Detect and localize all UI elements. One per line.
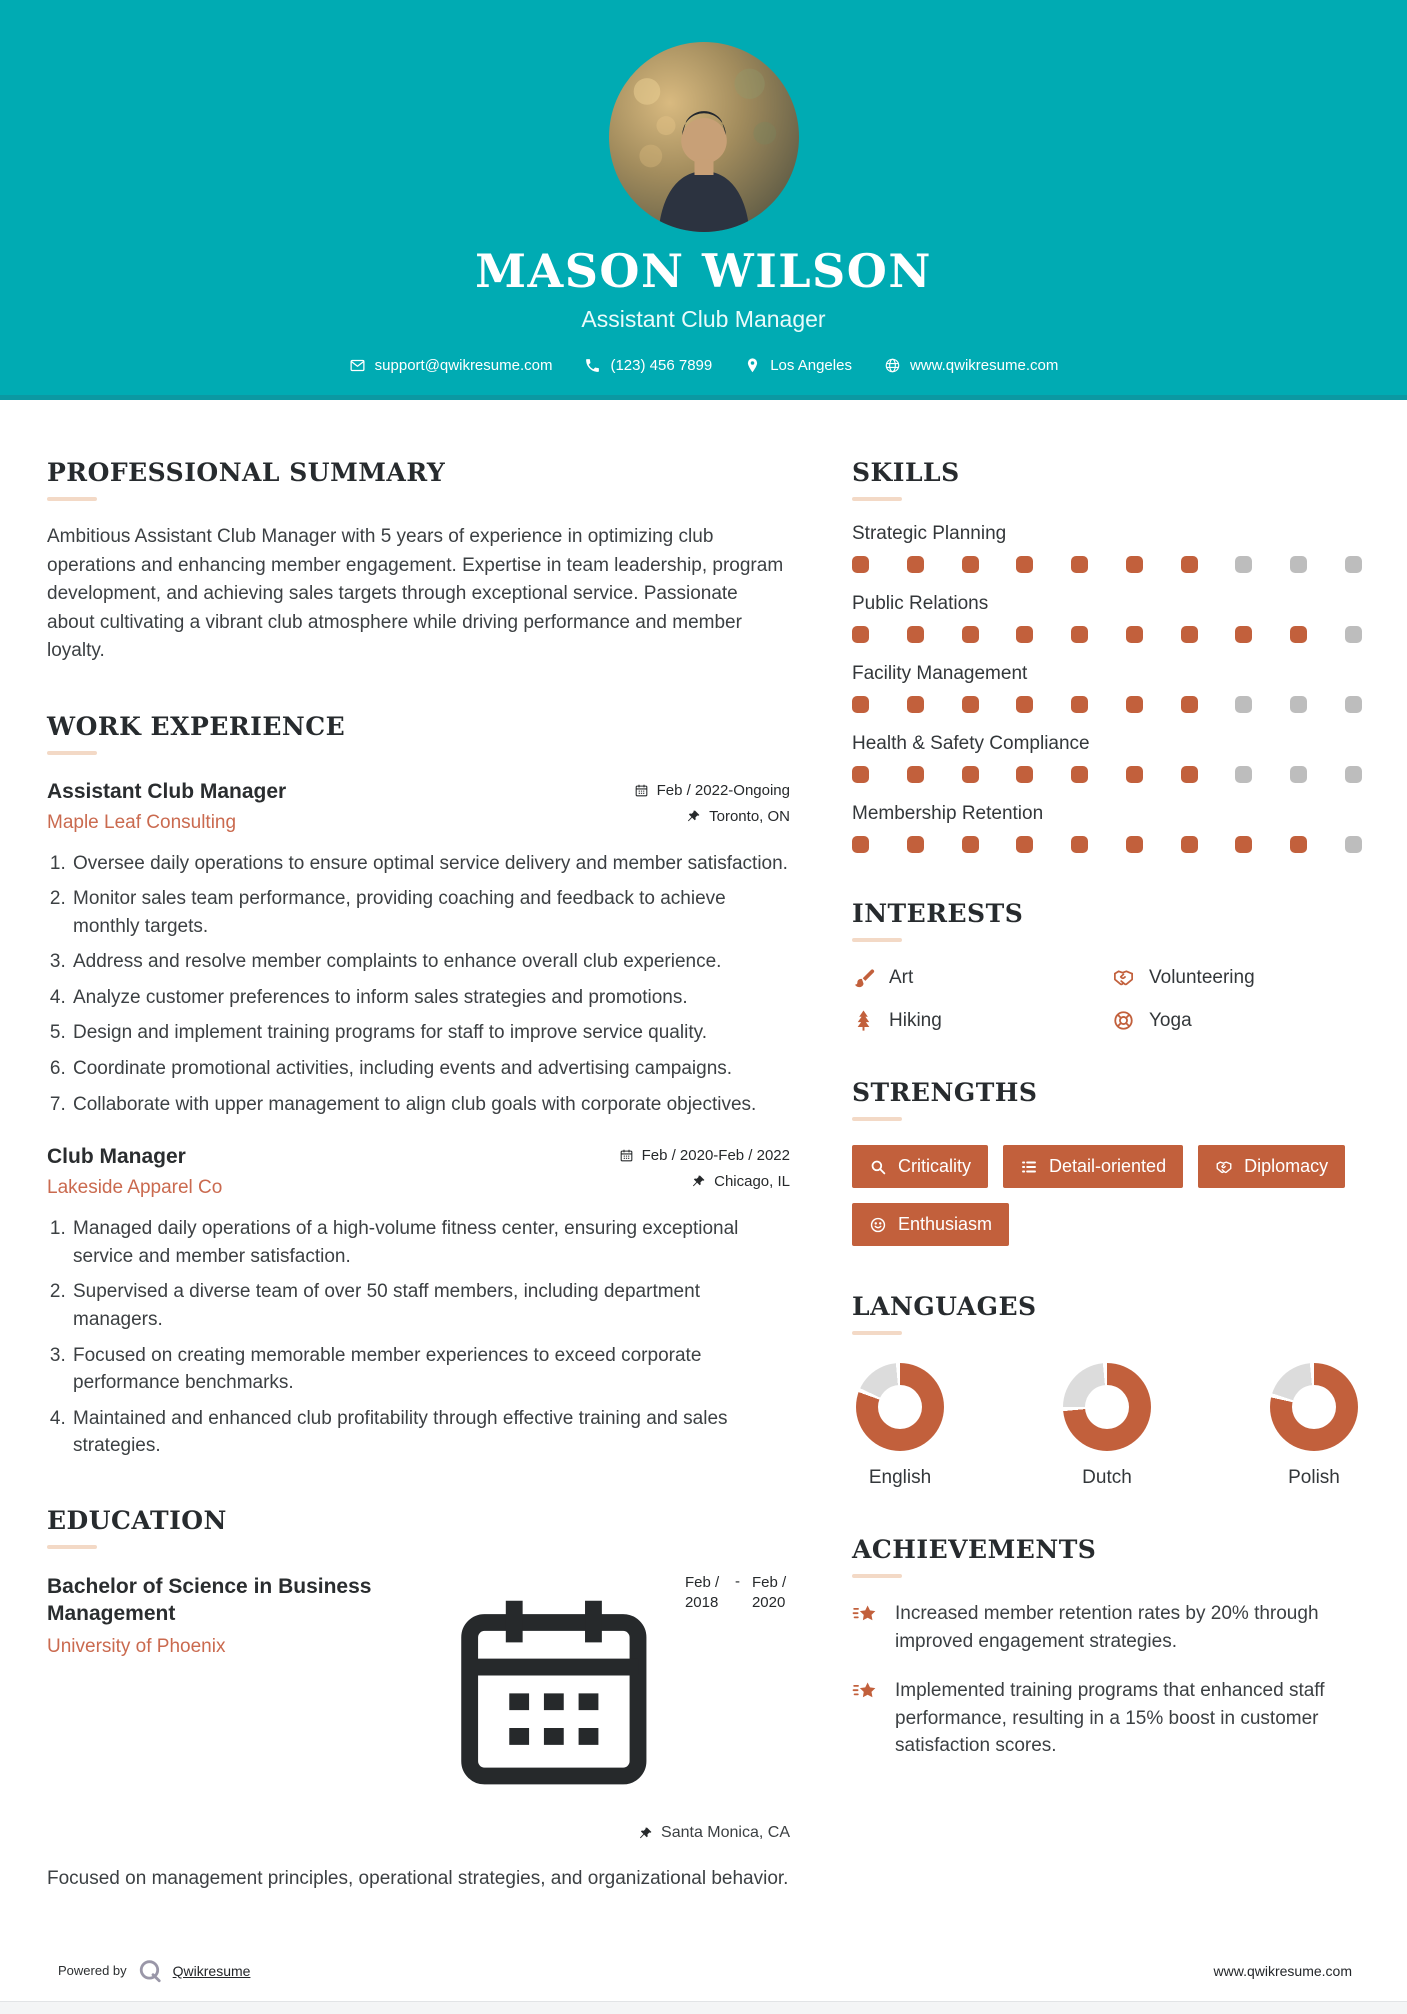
language-name: Dutch (1082, 1467, 1132, 1488)
smiley-icon (869, 1216, 887, 1234)
skill-dot-filled (1016, 696, 1033, 713)
education-date-separator: - (734, 1572, 740, 1590)
skill-dot-filled (1071, 626, 1088, 643)
skill-dot-empty (1290, 766, 1307, 783)
education-dates (435, 1573, 790, 1811)
job-bullet: 2. Monitor sales team performance, providing coaching and feedback to achieve monthly targets. (71, 885, 790, 940)
skill-name: Strategic Planning (852, 523, 1007, 544)
skill-dot-empty (1290, 556, 1307, 573)
calendar-icon (435, 1573, 673, 1811)
search-icon (869, 1158, 887, 1176)
skill-dot-filled (1181, 696, 1198, 713)
skill-name: Facility Management (852, 663, 1028, 684)
skill-dot-filled (962, 766, 979, 783)
strength-label: Diplomacy (1244, 1156, 1329, 1176)
heading-underline (47, 751, 97, 755)
skill-dot-filled (1126, 766, 1143, 783)
job-main (47, 779, 286, 834)
contact-label: Los Angeles (770, 357, 852, 374)
language-name: English (868, 1467, 932, 1488)
contact-label: (123) 456 7899 (610, 357, 713, 374)
qwikresume-brand-link[interactable]: Qwikresume (172, 1962, 251, 1979)
contact-bar (0, 357, 1407, 374)
sidebar-column (852, 458, 1362, 1806)
section-professional-summary (47, 458, 790, 666)
paintbrush-icon (852, 966, 875, 989)
education-date-end: Feb / 2020 (751, 1573, 787, 1611)
list-icon (1020, 1158, 1038, 1176)
skill-dot-filled (1071, 836, 1088, 853)
job-bullet: 5. Design and implement training programs for staff to improve service quality. (71, 1019, 790, 1047)
skill-name: Health & Safety Compliance (852, 733, 1090, 754)
contact-item[interactable] (744, 357, 852, 374)
shooting-star-icon (852, 1602, 880, 1628)
job-bullet: 4. Maintained and enhanced club profitability through effective training and sales strategies. (71, 1405, 790, 1460)
job-meta (634, 779, 790, 834)
skill-dot-empty (1235, 556, 1252, 573)
skill-dot-filled (1016, 766, 1033, 783)
skill-dot-filled (962, 836, 979, 853)
section-skills (852, 458, 1362, 853)
skill-dot-filled (907, 556, 924, 573)
skill-dot-filled (907, 626, 924, 643)
section-interests (852, 899, 1362, 1032)
powered-by (58, 1958, 250, 1984)
strength-badge (852, 1145, 988, 1188)
contact-item[interactable] (584, 357, 712, 374)
page-bottom-strip (0, 2001, 1407, 2014)
skill-rating (852, 696, 1362, 713)
language-donut-chart (1063, 1363, 1151, 1451)
job-bullet-list (47, 850, 790, 1118)
education-date-start: Feb / 2018 (684, 1573, 720, 1611)
interest-item (1112, 1009, 1362, 1032)
job-header (47, 1144, 790, 1199)
skill-item (852, 663, 1362, 713)
person-job-title: Assistant Club Manager (581, 306, 826, 332)
education-meta (435, 1573, 790, 1852)
achievement-item (852, 1677, 1362, 1760)
language-item (1063, 1363, 1151, 1489)
job-date: Feb / 2020-Feb / 2022 (641, 1147, 790, 1165)
powered-by-label: Powered by (58, 1963, 127, 1979)
section-languages (852, 1292, 1362, 1489)
header (0, 0, 1407, 400)
job-bullet: 6. Coordinate promotional activities, including events and advertising campaigns. (71, 1055, 790, 1083)
job-bullet: 7. Collaborate with upper management to align club goals with corporate objectives. (71, 1091, 790, 1119)
skill-dot-filled (1181, 766, 1198, 783)
heading-underline (852, 1574, 902, 1578)
language-item (856, 1363, 944, 1489)
job-location: Chicago, IL (714, 1173, 790, 1191)
job-location-row (634, 808, 790, 825)
contact-item[interactable] (349, 357, 553, 374)
job-title: Assistant Club Manager (47, 779, 287, 803)
job-meta (619, 1144, 790, 1199)
email-icon (349, 357, 366, 374)
strength-label: Enthusiasm (898, 1214, 993, 1234)
skill-rating (852, 766, 1362, 783)
job-date-row (634, 782, 790, 799)
lifebuoy-icon (1112, 1009, 1135, 1032)
skill-rating (852, 626, 1362, 643)
strength-badge (1003, 1145, 1183, 1188)
job-company: Maple Leaf Consulting (47, 811, 237, 833)
education-school: University of Phoenix (47, 1636, 226, 1658)
skill-dot-empty (1235, 696, 1252, 713)
interest-item (852, 1009, 1102, 1032)
skill-name: Membership Retention (852, 803, 1044, 824)
education-location: Santa Monica, CA (661, 1824, 790, 1842)
skill-dot-filled (1126, 626, 1143, 643)
skill-item (852, 803, 1362, 853)
heading-underline (852, 1331, 902, 1335)
contact-label: support@qwikresume.com (374, 357, 553, 374)
skill-dot-empty (1345, 696, 1362, 713)
job-location: Toronto, ON (709, 807, 790, 825)
section-strengths (852, 1078, 1362, 1246)
skill-dot-filled (1071, 556, 1088, 573)
languages-heading: LANGUAGES (852, 1292, 1037, 1321)
job-entry (47, 779, 790, 1119)
language-name: Polish (1288, 1467, 1340, 1488)
interest-item (852, 966, 1102, 989)
handshake-icon (1112, 966, 1135, 989)
section-education (47, 1506, 790, 1894)
interests-heading: INTERESTS (852, 899, 1024, 928)
contact-label: www.qwikresume.com (909, 357, 1059, 374)
job-bullet: 3. Address and resolve member complaints to enhance overall club experience. (71, 948, 790, 976)
calendar-icon (634, 783, 649, 798)
skill-dot-filled (907, 696, 924, 713)
professional-summary-heading: PROFESSIONAL SUMMARY (47, 458, 446, 487)
job-location-row (619, 1173, 790, 1190)
skill-dot-filled (1290, 836, 1307, 853)
job-main (47, 1144, 222, 1199)
skill-dot-empty (1345, 836, 1362, 853)
job-list (47, 779, 790, 1460)
skill-rating (852, 556, 1362, 573)
skill-dot-filled (1016, 836, 1033, 853)
skill-dot-filled (852, 836, 869, 853)
interest-label: Art (889, 966, 914, 988)
skill-dot-filled (1290, 626, 1307, 643)
heading-underline (852, 938, 902, 942)
location-icon (744, 357, 761, 374)
pushpin-icon (638, 1826, 653, 1841)
skill-dot-filled (907, 766, 924, 783)
globe-icon (884, 357, 901, 374)
profile-photo-illustration (609, 42, 799, 232)
pushpin-icon (686, 809, 701, 824)
profile-photo (609, 42, 799, 232)
strengths-heading: STRENGTHS (852, 1078, 1038, 1107)
contact-item[interactable] (884, 357, 1058, 374)
phone-icon (584, 357, 601, 374)
languages-list (852, 1363, 1362, 1489)
skill-dot-filled (1181, 836, 1198, 853)
skill-dot-filled (962, 626, 979, 643)
skill-dot-filled (1126, 696, 1143, 713)
achievements-list (852, 1600, 1362, 1760)
job-bullet: 4. Analyze customer preferences to inform sales strategies and promotions. (71, 984, 790, 1012)
job-bullet: 3. Focused on creating memorable member experiences to exceed corporate performance benchmarks. (71, 1342, 790, 1397)
skill-dot-empty (1290, 696, 1307, 713)
skill-dot-filled (1235, 836, 1252, 853)
language-donut-chart (856, 1363, 944, 1451)
education-main (47, 1573, 419, 1659)
skill-dot-filled (1126, 836, 1143, 853)
skill-dot-filled (962, 556, 979, 573)
education-description: Focused on management principles, operational strategies, and organizational behavior. (47, 1868, 789, 1890)
handshake-icon (1215, 1158, 1233, 1176)
interest-item (1112, 966, 1362, 989)
calendar-icon (619, 1148, 634, 1163)
footer-site-link[interactable]: www.qwikresume.com (1213, 1962, 1352, 1979)
job-bullet: 1. Oversee daily operations to ensure optimal service delivery and member satisfaction. (71, 850, 790, 878)
skill-item (852, 523, 1362, 573)
heading-underline (852, 497, 902, 501)
skill-rating (852, 836, 1362, 853)
job-bullet-list (47, 1215, 790, 1459)
main-column (47, 458, 790, 1940)
skill-dot-filled (1071, 696, 1088, 713)
job-date: Feb / 2022-Ongoing (656, 781, 790, 799)
strengths-list (852, 1145, 1362, 1246)
skill-dot-filled (1181, 626, 1198, 643)
skill-dot-filled (1016, 626, 1033, 643)
skill-dot-filled (852, 626, 869, 643)
language-item (1270, 1363, 1358, 1489)
section-work-experience (47, 712, 790, 1460)
heading-underline (47, 1545, 97, 1549)
strength-badge (852, 1203, 1009, 1246)
skill-dot-filled (852, 766, 869, 783)
achievements-heading: ACHIEVEMENTS (852, 1535, 1097, 1564)
job-entry (47, 1144, 790, 1460)
job-title: Club Manager (47, 1145, 186, 1169)
content-columns (0, 400, 1407, 1940)
skill-item (852, 593, 1362, 643)
skill-dot-empty (1345, 766, 1362, 783)
professional-summary-text: Ambitious Assistant Club Manager with 5 years of experience in optimizing club operations and enhancing member engagement. Expertise in team leadership, program development, and achieving sales targets through exceptional service. Passionate about cultivating a vibrant club atmosphere while driving performance and member loyalty. (47, 526, 784, 661)
qwikresume-logo-icon (137, 1958, 163, 1984)
heading-underline (852, 1117, 902, 1121)
skill-dot-filled (1016, 556, 1033, 573)
job-company: Lakeside Apparel Co (47, 1177, 223, 1199)
skill-dot-filled (1181, 556, 1198, 573)
job-bullet: 1. Managed daily operations of a high-volume fitness center, ensuring exceptional service and member satisfaction. (71, 1215, 790, 1270)
strength-label: Criticality (898, 1156, 972, 1176)
pushpin-icon (691, 1174, 706, 1189)
shooting-star-icon (852, 1679, 880, 1705)
language-donut-chart (1270, 1363, 1358, 1451)
skill-dot-filled (1126, 556, 1143, 573)
work-experience-heading: WORK EXPERIENCE (47, 711, 346, 741)
education-degree: Bachelor of Science in Business Management (47, 1574, 372, 1626)
achievement-text: Implemented training programs that enhanced staff performance, resulting in a 15% boost in customer satisfaction scores. (895, 1680, 1325, 1757)
job-header (47, 779, 790, 834)
interest-label: Yoga (1149, 1009, 1192, 1031)
tree-icon (852, 1009, 875, 1032)
skill-dot-empty (1235, 766, 1252, 783)
skill-dot-filled (1235, 626, 1252, 643)
skill-dot-filled (1071, 766, 1088, 783)
achievement-item (852, 1600, 1362, 1655)
person-name: MASON WILSON (475, 244, 932, 298)
job-date-row (619, 1147, 790, 1164)
skill-dot-filled (962, 696, 979, 713)
interests-list (852, 966, 1362, 1032)
strength-badge (1198, 1145, 1345, 1188)
skill-dot-filled (852, 696, 869, 713)
skill-dot-filled (907, 836, 924, 853)
skills-heading: SKILLS (852, 458, 960, 487)
education-location-row (435, 1824, 790, 1842)
job-bullet: 2. Supervised a diverse team of over 50 staff members, including department managers. (71, 1278, 790, 1333)
skill-name: Public Relations (852, 593, 989, 614)
skills-list (852, 523, 1362, 853)
interest-label: Volunteering (1149, 966, 1255, 988)
skill-dot-empty (1345, 556, 1362, 573)
achievement-text: Increased member retention rates by 20% through improved engagement strategies. (895, 1603, 1319, 1652)
education-heading: EDUCATION (47, 1505, 227, 1535)
strength-label: Detail-oriented (1049, 1156, 1167, 1176)
heading-underline (47, 497, 97, 501)
skill-item (852, 733, 1362, 783)
skill-dot-filled (852, 556, 869, 573)
skill-dot-empty (1345, 626, 1362, 643)
section-achievements (852, 1535, 1362, 1760)
interest-label: Hiking (889, 1009, 942, 1031)
